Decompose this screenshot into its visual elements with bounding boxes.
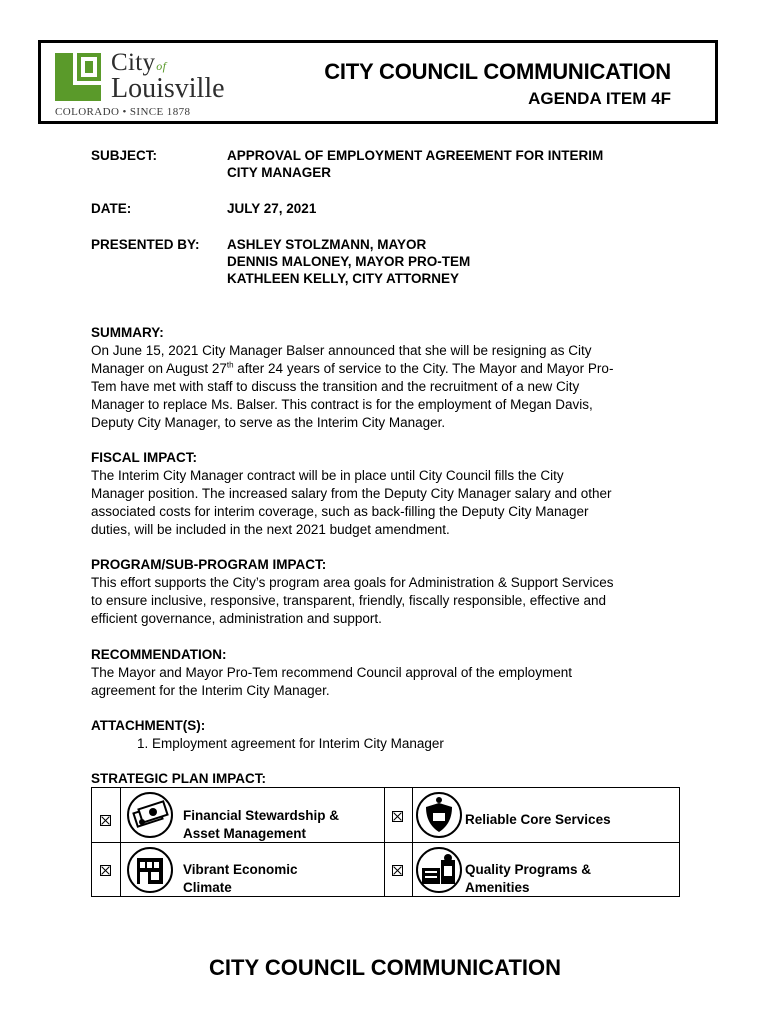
summary-line: Manager to replace Ms. Balser. This contract is for the employment of Megan Davis, [91, 397, 593, 412]
subject-line: APPROVAL OF EMPLOYMENT AGREEMENT FOR INTERIM [227, 148, 604, 163]
program-line: to ensure inclusive, responsive, transparent, friendly, fiscally responsible, effective and [91, 593, 607, 608]
presented-label: PRESENTED BY: [91, 237, 200, 252]
presenter: ASHLEY STOLZMANN, MAYOR [227, 237, 427, 252]
fiscal-line: Manager position. The increased salary from the Deputy City Manager salary and other [91, 486, 612, 501]
strategic-plan-heading: STRATEGIC PLAN IMPACT: [91, 771, 266, 786]
document-title: CITY COUNCIL COMMUNICATION [324, 59, 671, 84]
agenda-item: AGENDA ITEM 4F [528, 89, 671, 108]
vibrant-economic-checkbox[interactable] [100, 865, 111, 876]
summary-line: On June 15, 2021 City Manager Balser announced that she will be resigning as City [91, 343, 592, 358]
subject-value [227, 147, 687, 181]
storefront-icon [126, 846, 174, 894]
shield-icon [415, 791, 463, 839]
summary-line: Tem have met with staff to discuss the transition and the recruitment of a new City [91, 379, 580, 394]
date-label: DATE: [91, 201, 132, 216]
louisville-logo-mark-icon [55, 53, 103, 101]
summary-section [91, 324, 691, 432]
summary-line: Deputy City Manager, to serve as the Interim City Manager. [91, 415, 446, 430]
fiscal-line: The Interim City Manager contract will be in place until City Council fills the City [91, 468, 564, 483]
recommendation-line: The Mayor and Mayor Pro-Tem recommend Council approval of the employment [91, 665, 572, 680]
city-logo [53, 51, 253, 121]
attachments-heading: ATTACHMENT(S): [91, 718, 206, 733]
recommendation-section [91, 646, 691, 700]
fiscal-heading: FISCAL IMPACT: [91, 450, 197, 465]
presenter: KATHLEEN KELLY, CITY ATTORNEY [227, 271, 460, 286]
logo-tagline: COLORADO • SINCE 1878 [55, 106, 191, 118]
program-line: This effort supports the City’s program area goals for Administration & Support Services [91, 575, 614, 590]
recommendation-line: agreement for the Interim City Manager. [91, 683, 330, 698]
fiscal-section [91, 449, 691, 539]
subject-line: CITY MANAGER [227, 165, 332, 180]
logo-town-word: Louisville [111, 73, 225, 104]
summary-line: Manager on August 27th after 24 years of service to the City. The Mayor and Mayor Pro- [91, 360, 614, 376]
presenters [227, 236, 687, 287]
summary-heading: SUMMARY: [91, 325, 164, 340]
fiscal-line: associated costs for interim coverage, such as back-filling the Deputy City Manager [91, 504, 589, 519]
date-value: JULY 27, 2021 [227, 201, 317, 216]
program-line: efficient governance, administration and support. [91, 611, 382, 626]
plan-label-financial: Financial Stewardship & Asset Management [183, 808, 340, 841]
attachment-item: 1. Employment agreement for Interim City Manager [137, 736, 444, 751]
facilities-icon [415, 846, 463, 894]
attachments-section [91, 717, 691, 753]
presenter: DENNIS MALONEY, MAYOR PRO-TEM [227, 254, 471, 269]
financial-stewardship-checkbox[interactable] [100, 815, 111, 826]
plan-label-vibrant: Vibrant Economic Climate [183, 862, 298, 895]
logo-of-word: of [156, 59, 167, 73]
strategic-plan-table [91, 787, 680, 897]
header-box [38, 40, 718, 124]
program-section [91, 556, 691, 628]
quality-programs-checkbox[interactable] [392, 865, 403, 876]
fiscal-line: duties, will be included in the next 2021 budget amendment. [91, 522, 450, 537]
strategic-plan-heading-wrap [91, 770, 691, 788]
plan-label-reliable: Reliable Core Services [465, 812, 611, 827]
recommendation-heading: RECOMMENDATION: [91, 647, 227, 662]
plan-label-quality: Quality Programs & Amenities [465, 862, 592, 895]
program-heading: PROGRAM/SUB-PROGRAM IMPACT: [91, 557, 327, 572]
subject-label: SUBJECT: [91, 148, 158, 163]
logo-city-word: Cityof [111, 49, 167, 76]
money-icon [126, 791, 174, 839]
reliable-core-services-checkbox[interactable] [392, 811, 403, 822]
footer-title: CITY COUNCIL COMMUNICATION [209, 955, 561, 980]
